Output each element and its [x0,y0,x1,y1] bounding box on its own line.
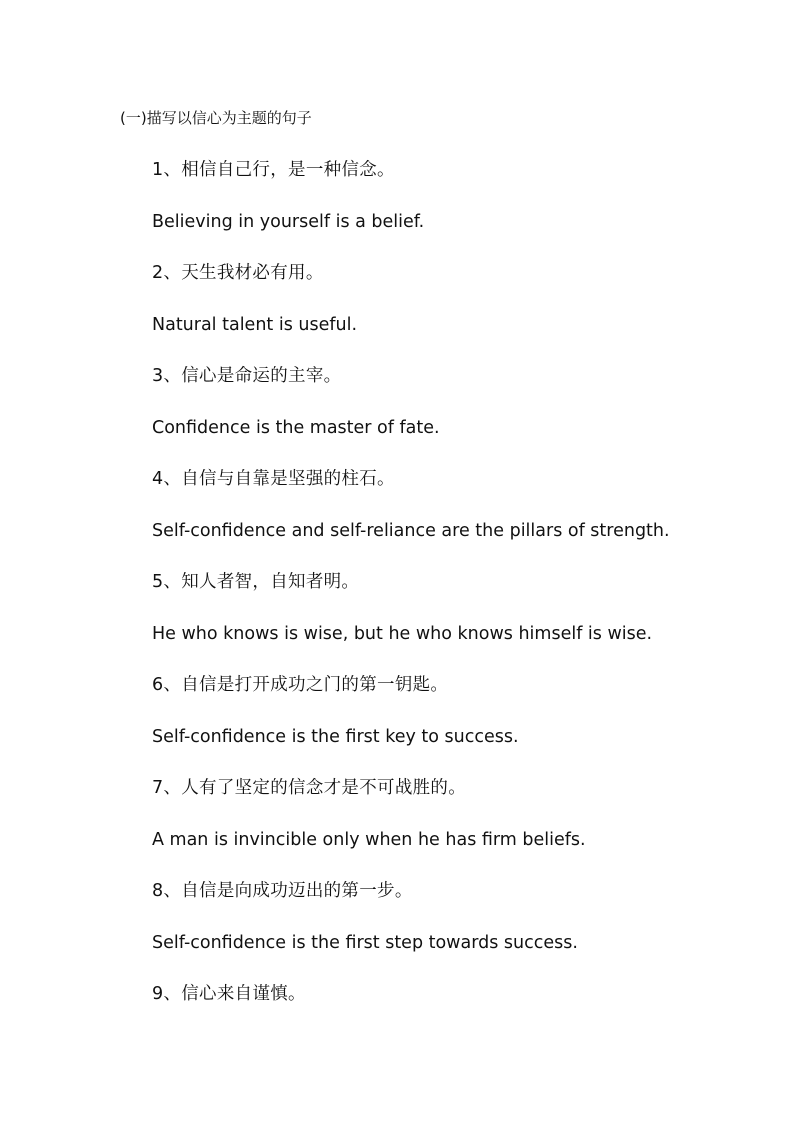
sentence-2-chinese: 2、天生我材必有用。 [152,263,324,283]
sentence-3-english: Confidence is the master of fate. [152,417,440,438]
sentence-8-english: Self-confidence is the first step towards success. [152,932,578,953]
sentence-7-english: A man is invincible only when he has firm beliefs. [152,829,586,850]
section-heading: (一)描写以信心为主题的句子 [120,109,312,127]
sentence-2-english: Natural talent is useful. [152,314,358,335]
sentence-1-english: Believing in yourself is a belief. [152,211,425,232]
sentence-4-chinese: 4、自信与自靠是坚强的柱石。 [152,469,395,489]
sentence-5-chinese: 5、知人者智，自知者明。 [152,572,360,592]
sentence-3-chinese: 3、信心是命运的主宰。 [152,366,342,386]
sentence-6-chinese: 6、自信是打开成功之门的第一钥匙。 [152,675,449,695]
sentence-1-chinese: 1、相信自己行，是一种信念。 [152,160,395,180]
sentence-6-english: Self-confidence is the first key to success. [152,726,519,747]
sentence-5-english: He who knows is wise, but he who knows himself is wise. [152,623,653,644]
sentence-9-chinese: 9、信心来自谨慎。 [152,984,306,1004]
sentence-7-chinese: 7、人有了坚定的信念才是不可战胜的。 [152,778,467,798]
sentence-8-chinese: 8、自信是向成功迈出的第一步。 [152,881,413,901]
sentence-list [152,158,772,1034]
sentence-4-english: Self-confidence and self-reliance are the pillars of strength. [152,520,670,541]
